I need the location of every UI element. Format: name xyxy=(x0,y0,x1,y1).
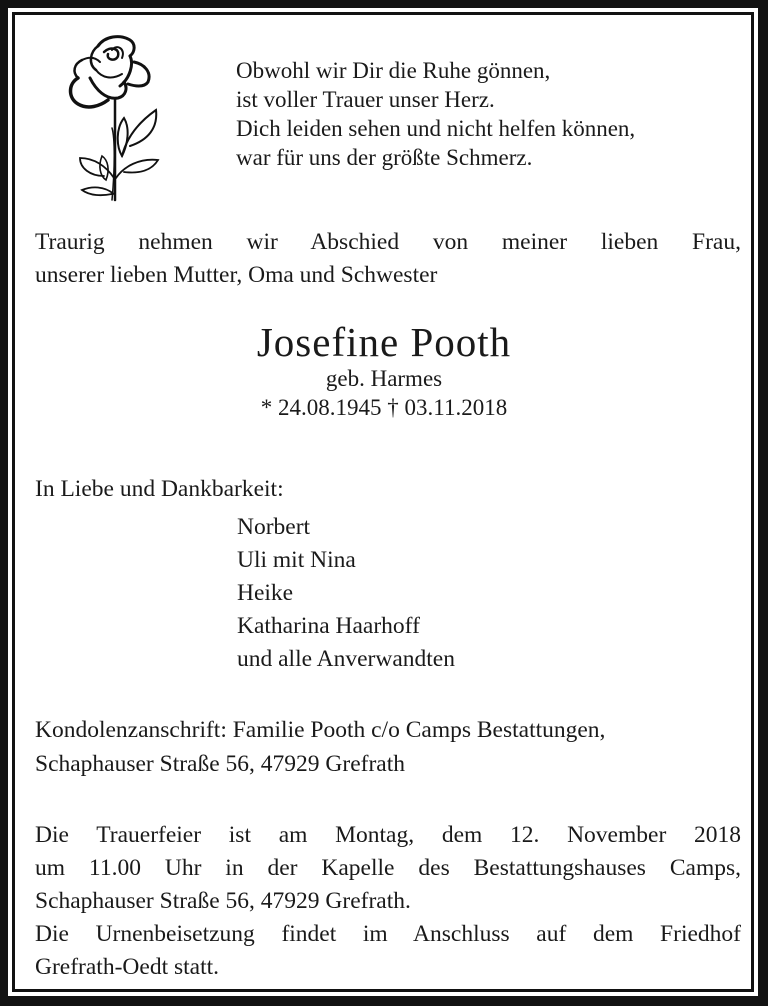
intro-line: unserer lieben Mutter, Oma und Schwester xyxy=(35,262,438,288)
rose-icon xyxy=(60,28,170,203)
service-line: Die Urnenbeisetzung findet im Anschluss auf dem Friedhof xyxy=(35,921,741,947)
mourners-list xyxy=(237,511,455,676)
address-line: Kondolenzanschrift: Familie Pooth c/o Camps Bestattungen, xyxy=(35,717,606,743)
mourner-name: und alle Anverwandten xyxy=(237,646,455,672)
funeral-service-info xyxy=(35,819,741,984)
farewell-intro xyxy=(35,226,741,292)
mourner-name: Katharina Haarhoff xyxy=(237,613,420,639)
verse-line: Dich leiden sehen und nicht helfen können, xyxy=(236,116,636,141)
maiden-name: geb. Harmes xyxy=(325,366,443,391)
deceased-name: Josefine Pooth xyxy=(256,319,512,365)
address-line: Schaphauser Straße 56, 47929 Grefrath xyxy=(35,751,406,777)
service-line: Die Trauerfeier ist am Montag, dem 12. November 2018 xyxy=(35,822,741,848)
verse-line: ist voller Trauer unser Herz. xyxy=(236,87,495,112)
mourner-name: Uli mit Nina xyxy=(237,547,356,573)
life-dates: * 24.08.1945 † 03.11.2018 xyxy=(260,395,508,420)
verse-line: Obwohl wir Dir die Ruhe gönnen, xyxy=(236,58,551,83)
service-line: um 11.00 Uhr in der Kapelle des Bestattungshauses Camps, xyxy=(35,855,741,881)
condolence-address xyxy=(35,713,605,781)
intro-line: Traurig nehmen wir Abschied von meiner lieben Frau, xyxy=(35,229,741,255)
memorial-verse xyxy=(236,56,635,172)
mourner-name: Norbert xyxy=(237,514,311,540)
mourner-name: Heike xyxy=(237,580,294,606)
service-line: Grefrath-Oedt statt. xyxy=(35,954,220,980)
mourners-heading: In Liebe und Dankbarkeit: xyxy=(35,476,284,502)
verse-line: war für uns der größte Schmerz. xyxy=(236,145,533,170)
service-line: Schaphauser Straße 56, 47929 Grefrath. xyxy=(35,888,411,914)
